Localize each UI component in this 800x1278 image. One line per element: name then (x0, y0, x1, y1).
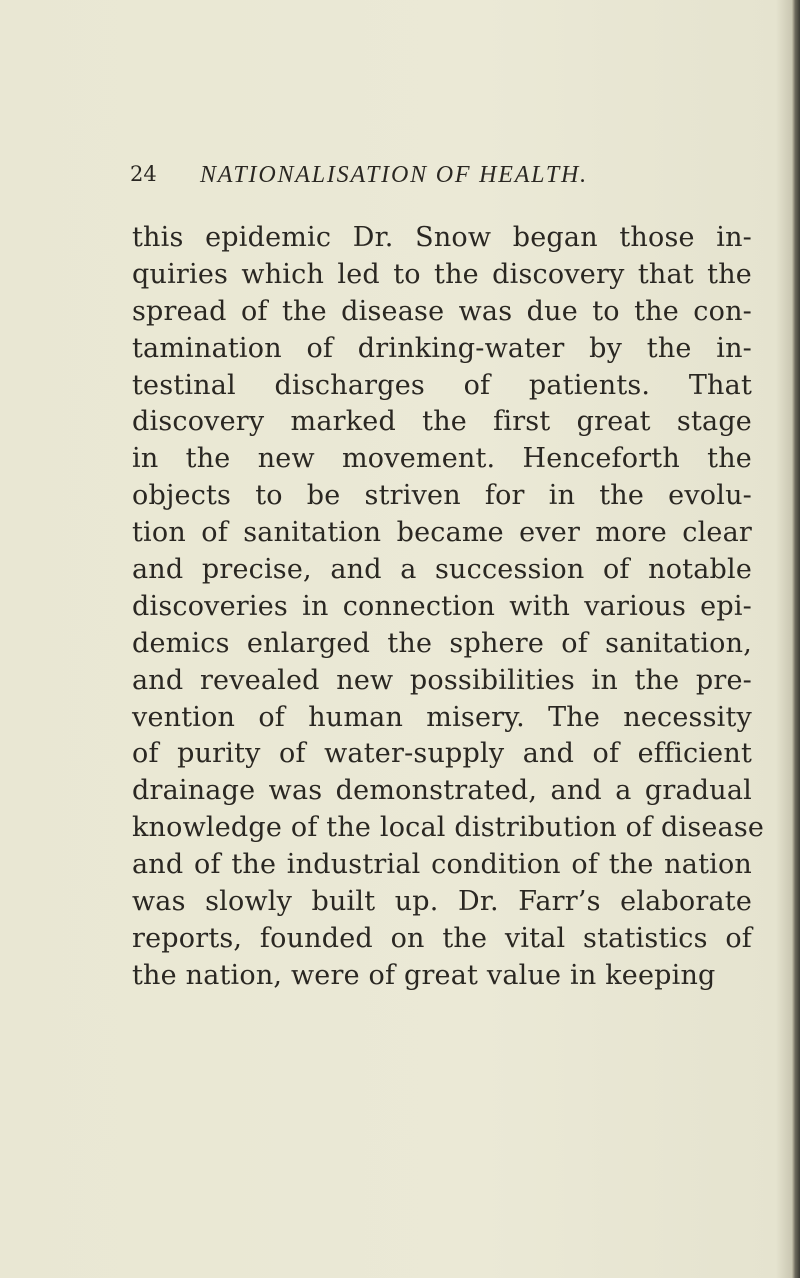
text-line: and of the industrial condition of the nation (132, 849, 752, 881)
page-edge (792, 0, 800, 1278)
text-line: was slowly built up. Dr. Farr’s elaborate (132, 886, 752, 918)
text-line: of purity of water-supply and of efficient (132, 738, 752, 770)
text-line: knowledge of the local distribution of disease (132, 812, 765, 844)
text-line: tion of sanitation became ever more clear (132, 517, 752, 549)
text-line: and revealed new possibilities in the pre- (132, 664, 752, 696)
text-line: objects to be striven for in the evolu- (132, 480, 752, 512)
text-line: discovery marked the first great stage (132, 406, 752, 438)
text-line: and precise, and a succession of notable (132, 554, 752, 586)
running-title: NATIONALISATION OF HEALTH. (200, 162, 588, 188)
text-line: in the new movement. Henceforth the (132, 443, 752, 475)
text-line: demics enlarged the sphere of sanitation, (132, 627, 752, 659)
text-line: spread of the disease was due to the con- (132, 295, 752, 327)
text-line: testinal discharges of patients. That (132, 369, 752, 401)
body-text (132, 220, 765, 995)
text-line: this epidemic Dr. Snow began those in- (132, 222, 752, 253)
running-head (130, 162, 750, 192)
text-line: vention of human misery. The necessity (132, 701, 752, 733)
text-line: the nation, were of great value in keeping (132, 959, 716, 991)
text-line: tamination of drinking-water by the in- (132, 332, 752, 364)
text-line: quiries which led to the discovery that the (132, 258, 752, 290)
text-line: drainage was demonstrated, and a gradual (132, 775, 752, 807)
page-number: 24 (130, 162, 157, 186)
text-line: discoveries in connection with various epi- (132, 590, 752, 622)
text-line: reports, founded on the vital statistics of (132, 922, 752, 954)
